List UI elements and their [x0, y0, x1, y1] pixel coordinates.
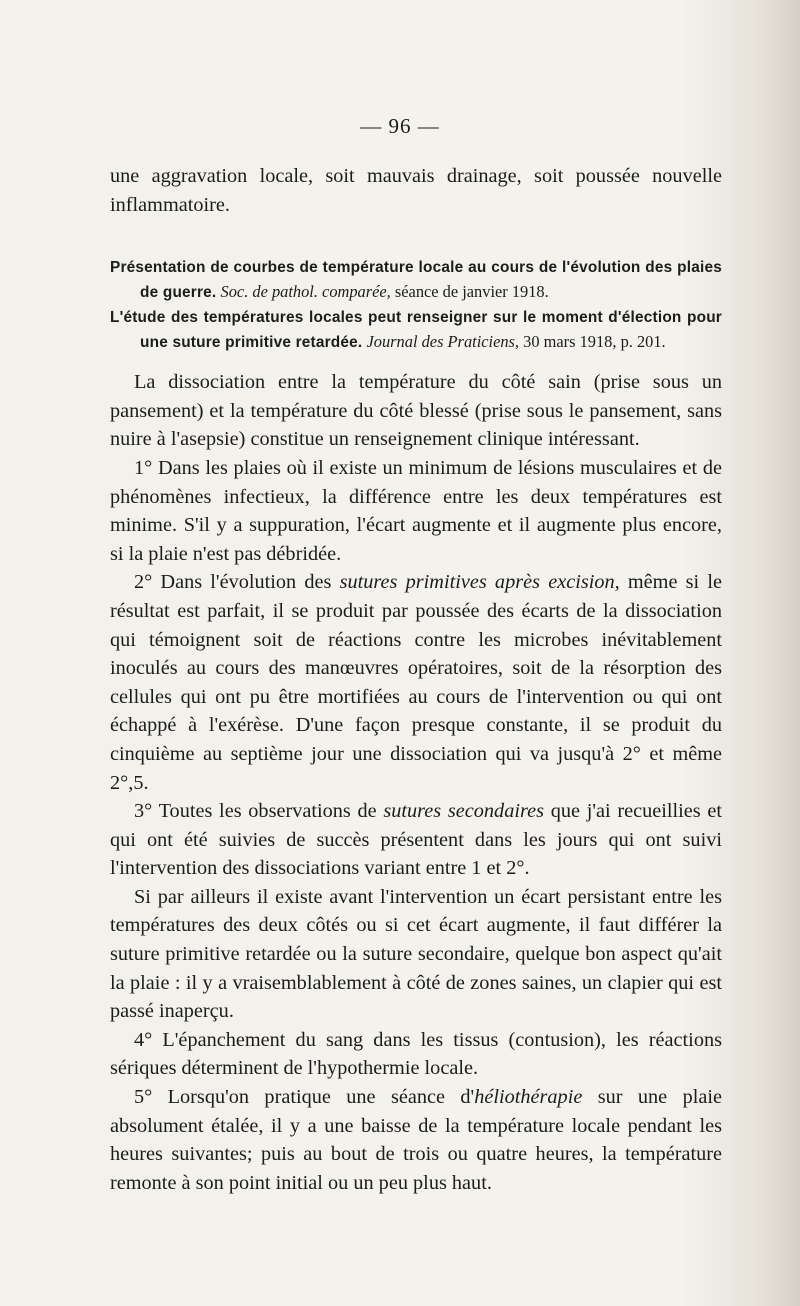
paragraph-3 [110, 797, 722, 883]
paragraph-text: 3° Toutes les observations de [134, 800, 384, 823]
paragraph-intro: La dissociation entre la température du côté sain (prise sous un pansement) et la température du côté blessé (prise sous le pansement, sans nuire à l'asepsie) constitue un renseignement clinique intéressant. [110, 371, 722, 451]
paragraph-text: 2° Dans l'évolution des [134, 571, 340, 594]
paragraph-text: que j'ai recueillies et qui ont été suivies de succès présentent dans les jours qui ont suivi l'intervention des dissociations variant entre 1 et 2°. [110, 800, 722, 880]
reference-item [110, 255, 722, 304]
paragraph-text: même si le résultat est parfait, il se produit par poussée des écarts de la dissociation qui témoignent soit de réactions contre les microbes inévitablement inoculés au cours des manœuvres opératoires, soit de la résorption des cellules qui ont pu être mortifiées au cours de l'intervention ou qui ont échappé à l'exérèse. D'une façon presque constante, il se produit du cinquième au septième jour une dissociation qui va jusqu'à 2° et même 2°,5. [110, 571, 722, 794]
reference-details: 30 mars 1918, p. 201. [523, 331, 666, 351]
reference-item [110, 305, 722, 354]
paragraph-2 [110, 568, 722, 797]
paragraph-1: 1° Dans les plaies où il existe un minimum de lésions musculaires et de phénomènes infectieux, la différence entre les deux températures est minime. S'il y a suppuration, l'écart augmente et il augmente plus encore, si la plaie n'est pas débridée. [110, 456, 722, 565]
emphasis-text: sutures secondaires [383, 800, 545, 823]
reference-title: L'étude des températures locales peut renseigner sur le moment d'élection pour une suture primitive retardée. [110, 309, 722, 351]
paragraph-3b: Si par ailleurs il existe avant l'intervention un écart persistant entre les températures des deux côtés ou si cet écart augmente, il faut différer la suture primitive retardée ou la suture secondaire, quelque bon aspect qu'ait la plaie : il y a vraisemblablement à côté de zones saines, un clapier qui est passé inaperçu. [110, 885, 722, 1023]
paragraph-text: 5° Lorsqu'on pratique une séance d' [134, 1086, 475, 1109]
paragraph-text: sur une plaie absolument étalée, il y a une baisse de la température locale pendant les heures suivantes; puis au bout de trois ou quatre heures, la température remonte à son point initial ou un peu plus haut. [110, 1086, 722, 1194]
reference-title: Présentation de courbes de température locale au cours de l'évolution des plaies de guerre. [110, 259, 722, 301]
reference-journal: Journal des Praticiens, [366, 331, 520, 351]
paragraph-5 [110, 1083, 722, 1197]
emphasis-text: sutures primitives après excision, [339, 571, 620, 594]
reference-list [110, 255, 722, 354]
page-body [110, 162, 722, 1197]
opening-paragraph: une aggravation locale, soit mauvais drainage, soit poussée nouvelle inflammatoire. [110, 165, 722, 216]
page-number: — 96 — [360, 114, 440, 138]
reference-journal: Soc. de pathol. comparée, [220, 281, 391, 301]
paragraph-4: 4° L'épanchement du sang dans les tissus (contusion), les réactions sériques déterminent de l'hypothermie locale. [110, 1028, 722, 1080]
emphasis-text: héliothérapie [474, 1086, 583, 1109]
reference-details: séance de janvier 1918. [394, 281, 549, 301]
